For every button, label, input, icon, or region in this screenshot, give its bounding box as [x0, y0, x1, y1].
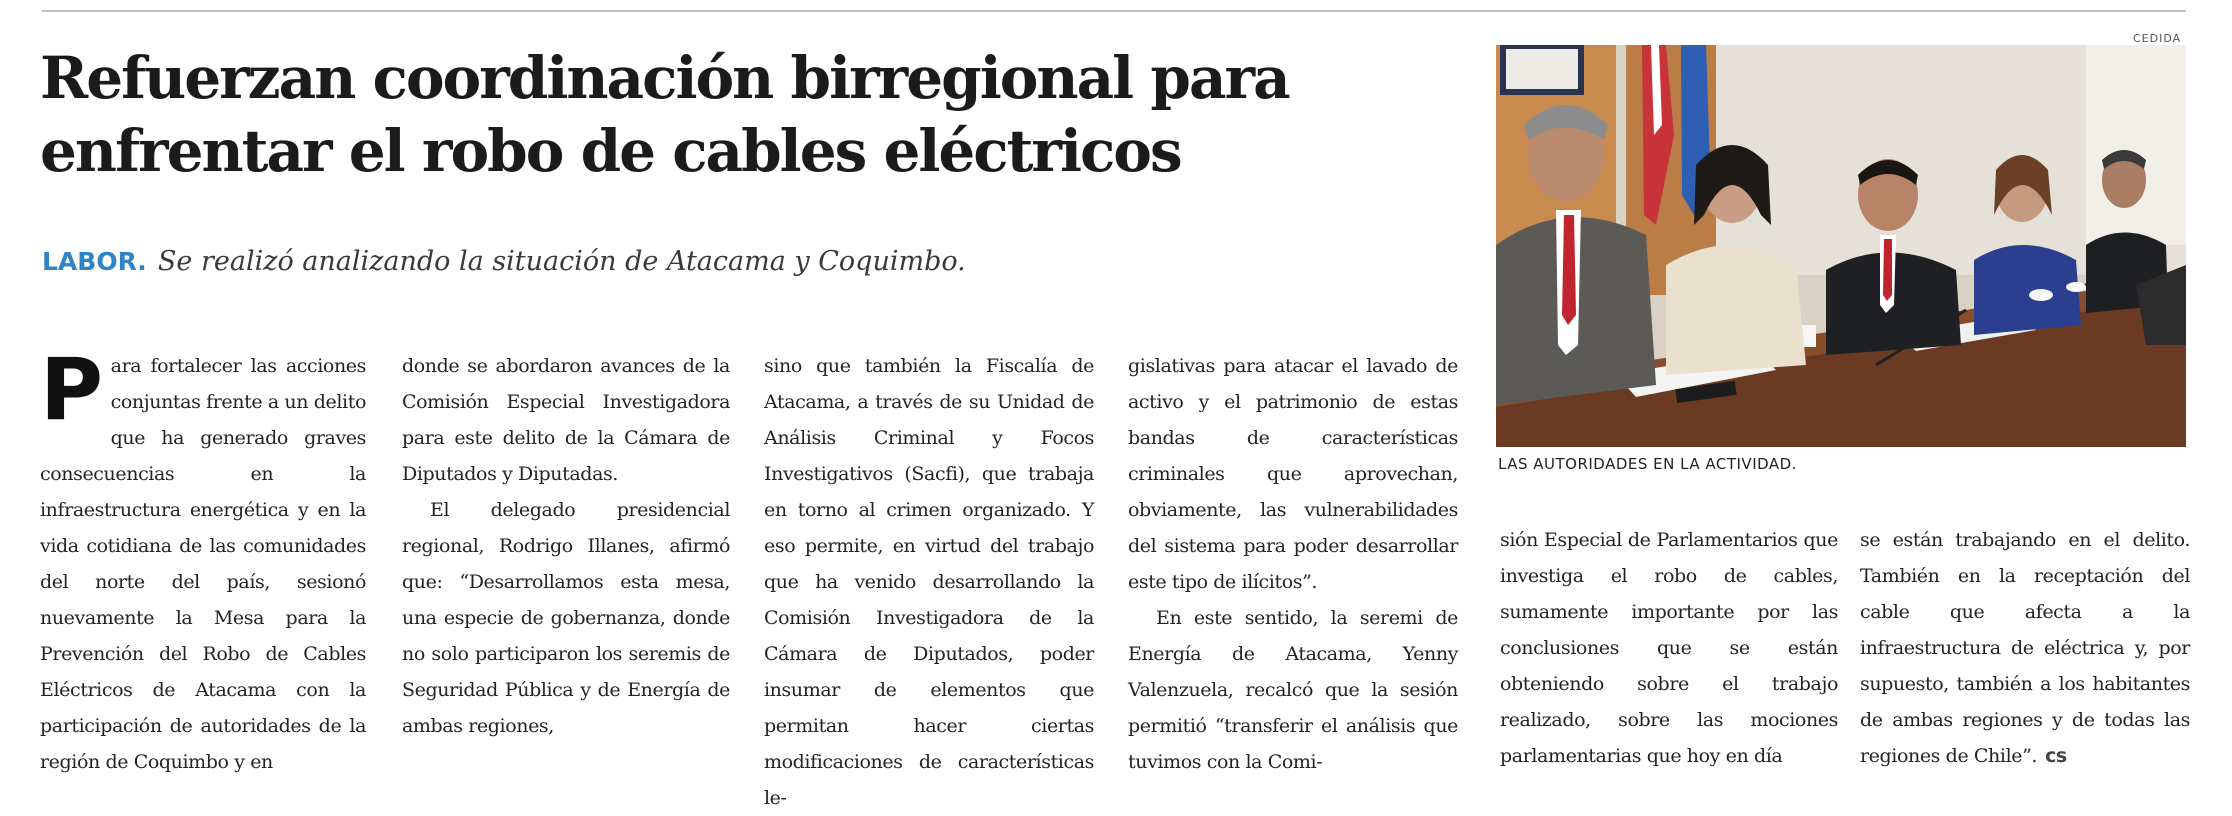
paragraph-text: ara fortalecer las acciones conjuntas frente a un delito que ha generado graves consecuencias en la infraestructura energética y en la vida cotidiana de las comunidades del norte del país, sesionó nuevamente la Mesa para la Prevención del Robo de Cables Eléctricos de Atacama con la participación de autoridades de la región de Coquimbo y en — [40, 355, 366, 773]
paragraph — [40, 340, 366, 780]
deck-text: Se realizó analizando la situación de Atacama y Coquimbo. — [157, 246, 966, 277]
top-rule — [42, 10, 2186, 12]
article-photo — [1496, 45, 2186, 447]
paragraph: sino que también la Fiscalía de Atacama, a través de su Unidad de Análisis Criminal y Focos Investigativos (Sacfi), que trabaja en torno al crimen organizado. Y eso permite, en virtud del trabajo que ha venido desarrollando la Comisión Investigadora de la Cámara de Diputados, poder insumar de elementos que permitan hacer ciertas modificaciones de características le- — [764, 355, 1094, 809]
column-1 — [40, 340, 366, 780]
column-5 — [1500, 522, 1838, 774]
paragraph: El delegado presidencial regional, Rodrigo Illanes, afirmó que: “Desarrollamos esta mesa, una especie de gobernanza, donde no solo participaron los seremis de Seguridad Pública y de Energía de ambas regiones, — [402, 499, 730, 737]
dropcap: P — [40, 340, 103, 440]
headline: Refuerzan coordinación birregional para enfrentar el robo de cables eléctricos — [40, 44, 1289, 185]
end-mark: cs — [2045, 745, 2067, 767]
paragraph: En este sentido, la seremi de Energía de Atacama, Yenny Valenzuela, recalcó que la sesión permitió “transferir el análisis que tuvimos con la Comi- — [1128, 607, 1458, 773]
deck — [42, 246, 1482, 277]
photo-caption: LAS AUTORIDADES EN LA ACTIVIDAD. — [1498, 455, 1797, 473]
column-3 — [764, 348, 1094, 816]
paragraph-text: se están trabajando en el delito. También en la receptación del cable que afecta a la infraestructura de eléctrica y, por supuesto, también a los habitantes de ambas regiones y de todas las regiones de Chile”. — [1860, 529, 2190, 767]
paragraph — [1860, 522, 2190, 774]
photo-credit: CEDIDA — [2133, 32, 2182, 45]
column-4 — [1128, 348, 1458, 780]
paragraph: donde se abordaron avances de la Comisión Especial Investigadora para este delito de la Cámara de Diputados y Diputadas. — [402, 355, 730, 485]
column-6 — [1860, 522, 2190, 774]
paragraph: gislativas para atacar el lavado de activo y el patrimonio de estas bandas de características criminales que aprovechan, obviamente, las vulnerabilidades del sistema para poder desarrollar este tipo de ilícitos”. — [1128, 355, 1458, 593]
paragraph: sión Especial de Parlamentarios que investiga el robo de cables, sumamente importante por las conclusiones que se están obteniendo sobre el trabajo realizado, sobre las mociones parlamentarias que hoy en día — [1500, 529, 1838, 767]
column-2 — [402, 348, 730, 744]
deck-kicker: LABOR. — [42, 247, 147, 276]
